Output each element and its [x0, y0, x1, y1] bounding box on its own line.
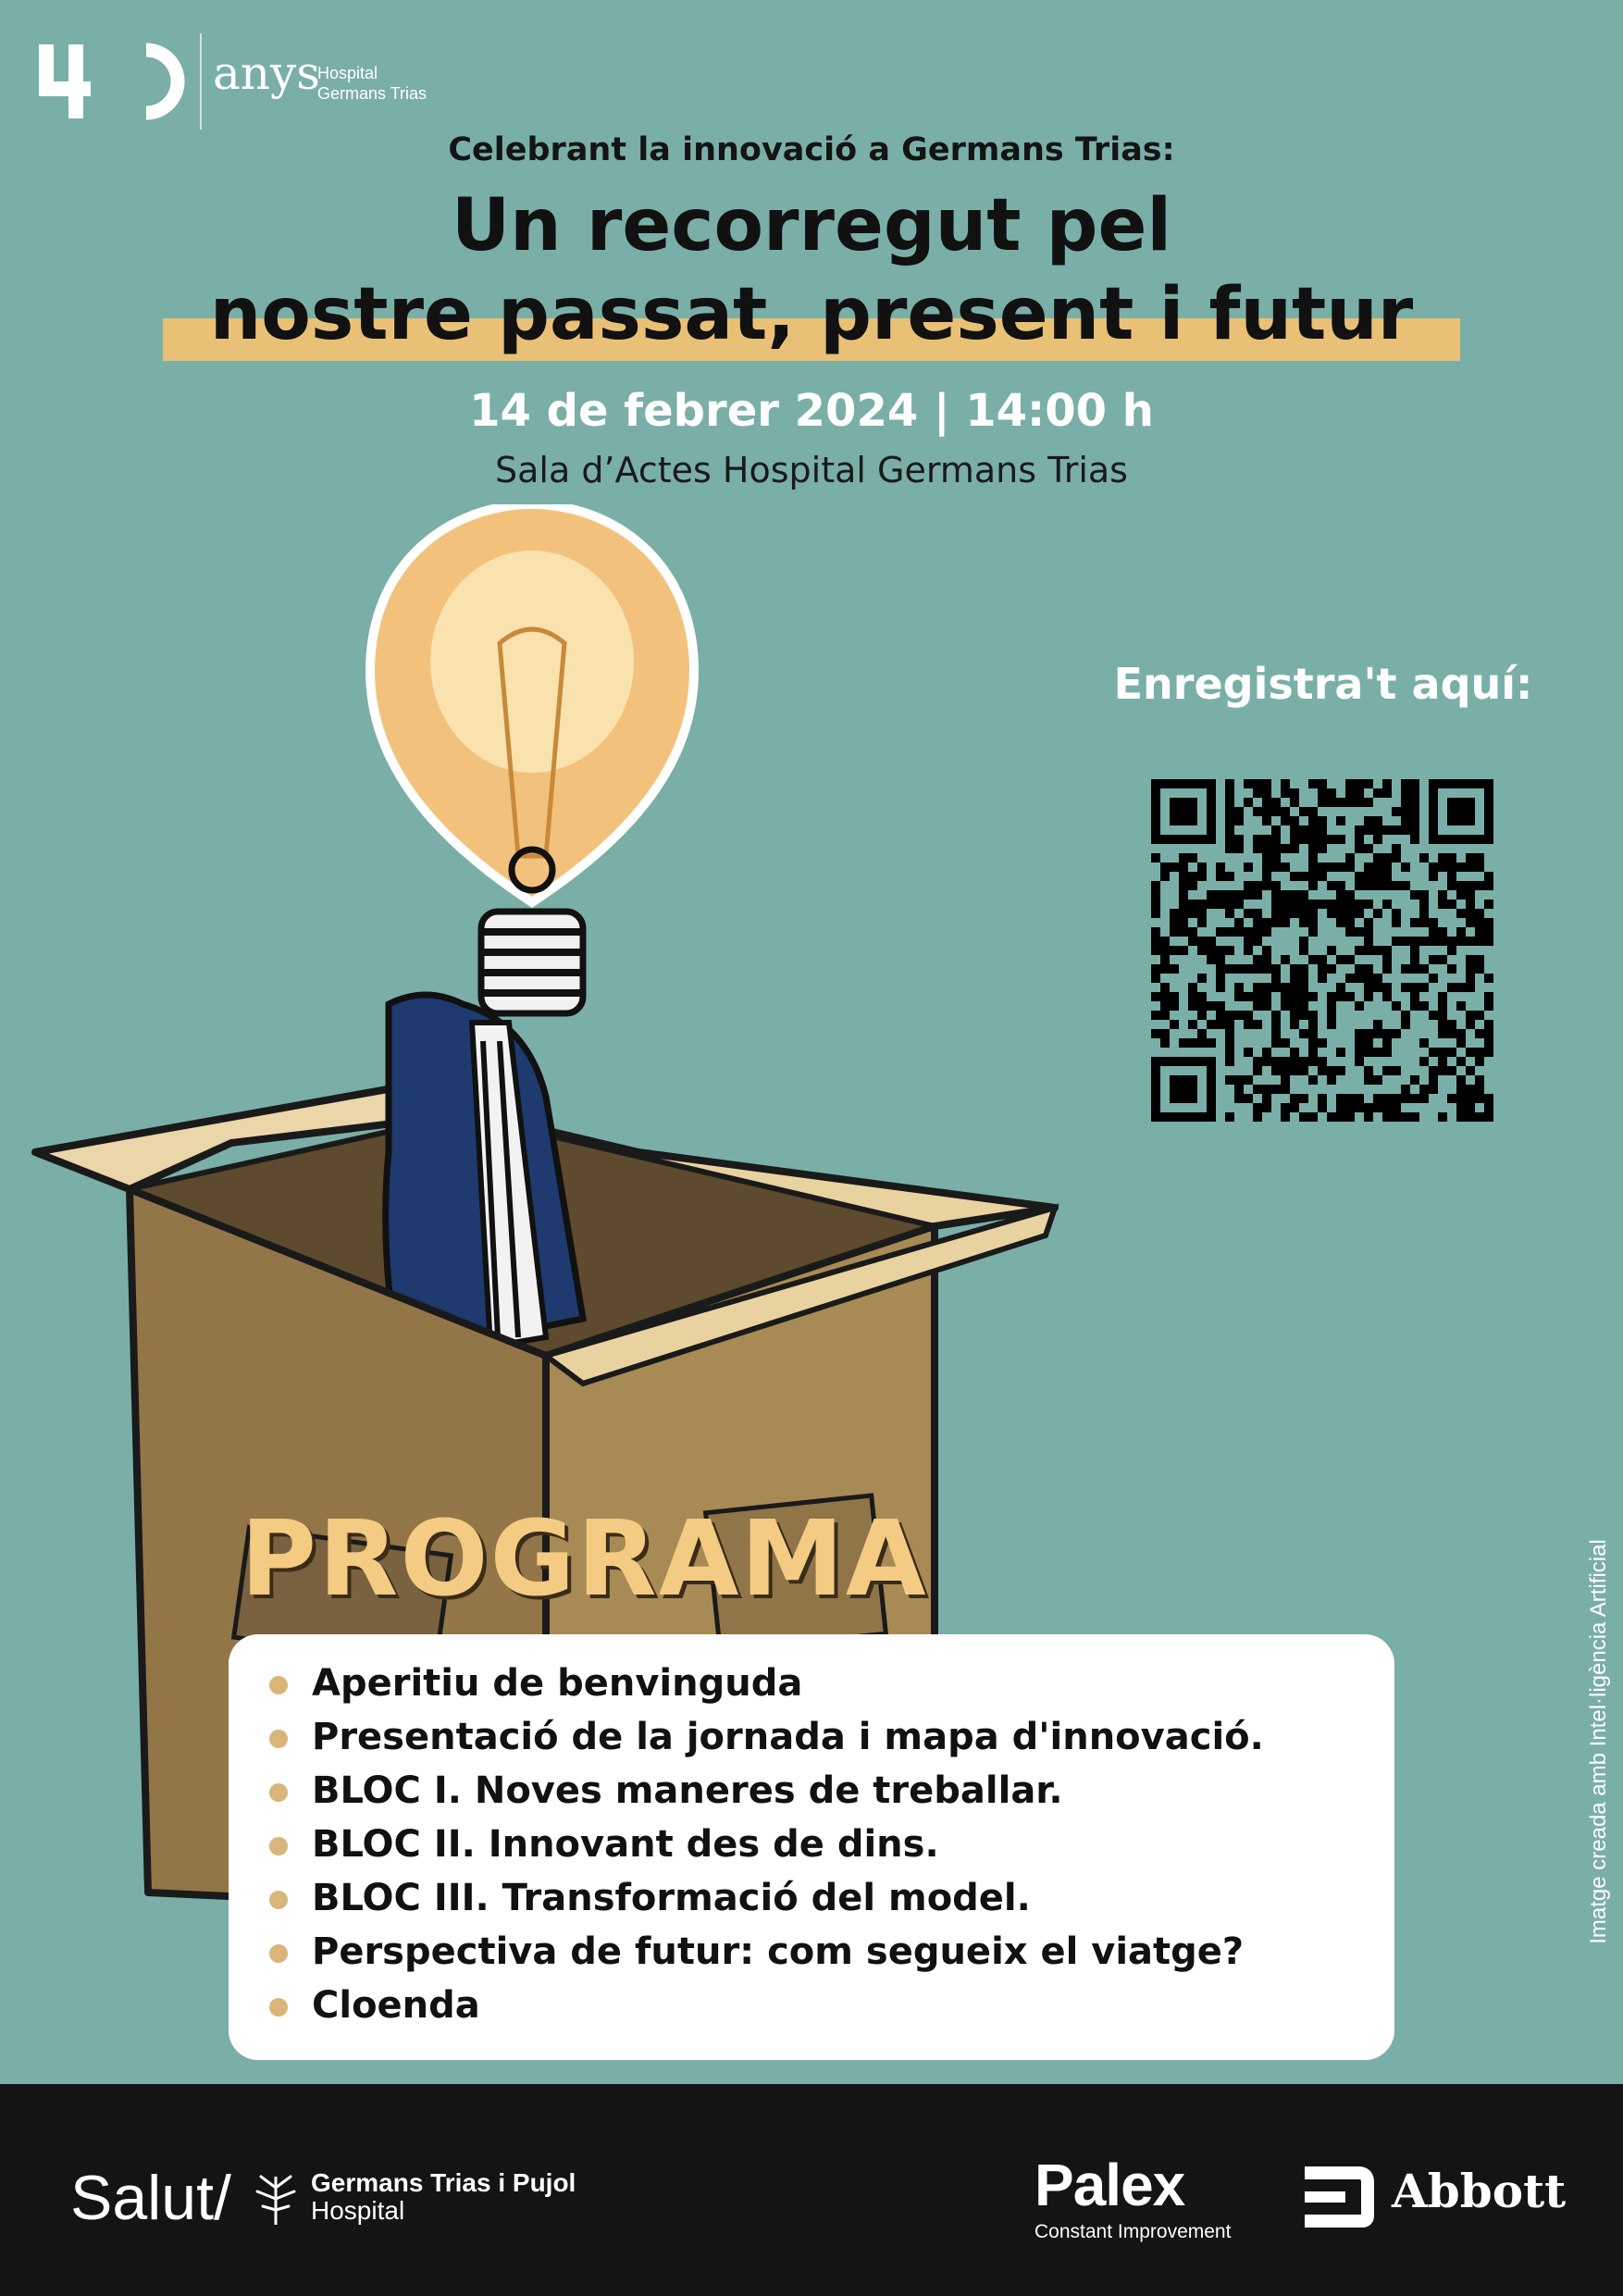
programa-item-text: BLOC II. Innovant des de dins.: [312, 1823, 939, 1866]
bullet-dot-icon: [269, 1944, 288, 1963]
programa-box: [229, 1634, 1394, 2060]
event-title-line1: Un recorregut pel: [451, 184, 1172, 267]
bullet-dot-icon: [269, 1730, 288, 1748]
event-pre-title: Celebrant la innovació a Germans Trias:: [448, 131, 1175, 168]
programa-item: [269, 1657, 1264, 1710]
bullet-dot-icon: [269, 1676, 288, 1694]
programa-item-text: BLOC I. Noves maneres de treballar.: [312, 1769, 1063, 1812]
hospital-subtitle: Hospital: [311, 2196, 405, 2225]
ai-credit-note: [1582, 1496, 1616, 1995]
programa-item: [269, 1764, 1264, 1818]
programa-item: [269, 1871, 1264, 1925]
bullet-dot-icon: [269, 1837, 288, 1855]
footer: [0, 2084, 1623, 2296]
programa-item: [269, 1818, 1264, 1871]
abbott-icon: [1294, 2160, 1377, 2228]
leaf-icon: [252, 2169, 300, 2228]
logo-hospital-line1: Hospital: [317, 64, 378, 82]
logo-divider: [200, 33, 202, 130]
logo-word: anys: [213, 46, 320, 100]
logo-hospital-line2: Germans Trias: [317, 84, 427, 103]
40-anniversary-logo-icon: [37, 37, 185, 126]
programa-item-text: Presentació de la jornada i mapa d'innovació.: [312, 1716, 1264, 1758]
qr-code-icon[interactable]: [1151, 779, 1493, 1122]
programa-item: [269, 1979, 1264, 2032]
hospital-name: Germans Trias i Pujol: [311, 2168, 576, 2197]
register-label: Enregistra't aquí:: [1113, 659, 1533, 709]
programa-item: [269, 1710, 1264, 1764]
bullet-dot-icon: [269, 1783, 288, 1802]
logo-hospital-name: [317, 63, 427, 104]
programa-item-text: BLOC III. Transformació del model.: [312, 1877, 1031, 1919]
abbott-logo: Abbott: [1392, 2164, 1567, 2218]
event-venue: Sala d’Actes Hospital Germans Trias: [495, 450, 1128, 490]
bullet-dot-icon: [269, 1891, 288, 1909]
ai-credit-text: Imatge creada amb Intel·ligència Artificial: [1586, 1539, 1611, 1944]
palex-tagline: Constant Improvement: [1035, 2221, 1232, 2242]
programa-list: [269, 1657, 1264, 2032]
programa-item-text: Perspectiva de futur: com segueix el viatge?: [312, 1930, 1245, 1973]
programa-item-text: Cloenda: [312, 1984, 480, 2027]
event-date-time: 14 de febrer 2024 | 14:00 h: [469, 385, 1154, 437]
programa-title: PROGRAMA: [241, 1499, 928, 1620]
palex-logo: Palex: [1035, 2152, 1185, 2218]
event-title-line2: nostre passat, present i futur: [209, 273, 1414, 356]
programa-item: [269, 1925, 1264, 1979]
programa-item-text: Aperitiu de benvinguda: [312, 1662, 803, 1705]
bullet-dot-icon: [269, 1998, 288, 2017]
salut-logo: Salut/: [70, 2163, 231, 2233]
